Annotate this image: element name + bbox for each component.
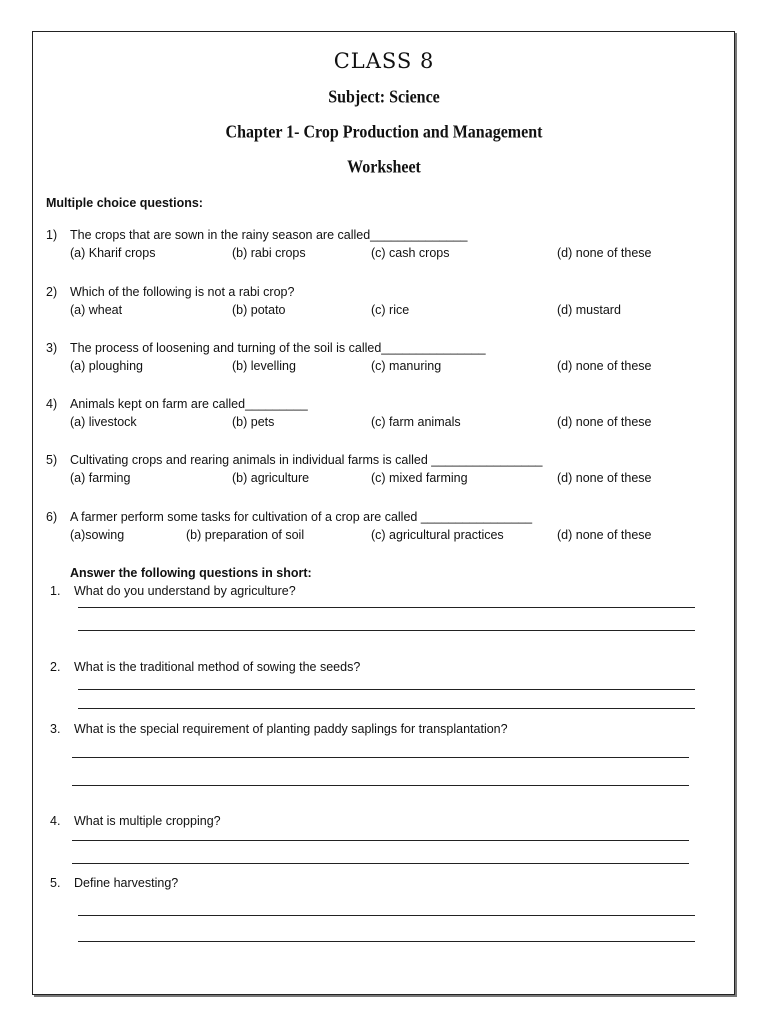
- subject-heading: Subject: Science: [328, 87, 440, 107]
- answer-line[interactable]: [78, 689, 695, 690]
- mcq-number: 3): [46, 341, 58, 355]
- mcq-number: 5): [46, 453, 58, 467]
- short-number: 3.: [50, 722, 61, 736]
- mcq-number: 1): [46, 228, 58, 242]
- mcq-option: (a) wheat: [70, 303, 123, 317]
- mcq-option: (c) manuring: [371, 359, 442, 373]
- mcq-number: 4): [46, 397, 58, 411]
- mcq-question: Animals kept on farm are called_________: [70, 397, 308, 411]
- answer-line[interactable]: [72, 785, 689, 786]
- short-question: What is the special requirement of planting paddy saplings for transplantation?: [74, 722, 508, 736]
- mcq-number: 2): [46, 285, 58, 299]
- mcq-option: (a) farming: [70, 471, 131, 485]
- mcq-option: (d) mustard: [557, 303, 621, 317]
- mcq-option: (b) agriculture: [232, 471, 310, 485]
- short-number: 1.: [50, 584, 61, 598]
- mcq-question: A farmer perform some tasks for cultivation of a crop are called ________________: [70, 510, 533, 524]
- mcq-option: (a) ploughing: [70, 359, 143, 373]
- mcq-option: (a)sowing: [70, 528, 125, 542]
- mcq-question: Which of the following is not a rabi crop?: [70, 285, 295, 299]
- mcq-option: (c) agricultural practices: [371, 528, 504, 542]
- answer-line[interactable]: [78, 607, 695, 608]
- mcq-option: (b) potato: [232, 303, 286, 317]
- chapter-heading: Chapter 1- Crop Production and Management: [225, 122, 543, 142]
- mcq-option: (d) none of these: [557, 471, 652, 485]
- answer-line[interactable]: [72, 863, 689, 864]
- mcq-option: (a) Kharif crops: [70, 246, 156, 260]
- mcq-option: (a) livestock: [70, 415, 137, 429]
- answer-line[interactable]: [72, 840, 689, 841]
- short-number: 2.: [50, 660, 61, 674]
- mcq-option: (c) rice: [371, 303, 410, 317]
- answer-line[interactable]: [78, 915, 695, 916]
- answer-line[interactable]: [78, 630, 695, 631]
- short-question: What is multiple cropping?: [74, 814, 221, 828]
- short-answer-heading: Answer the following questions in short:: [70, 566, 312, 580]
- mcq-number: 6): [46, 510, 58, 524]
- short-number: 4.: [50, 814, 61, 828]
- mcq-option: (b) pets: [232, 415, 275, 429]
- mcq-question: The crops that are sown in the rainy season are called______________: [70, 228, 468, 242]
- mcq-option: (c) cash crops: [371, 246, 450, 260]
- mcq-option: (b) rabi crops: [232, 246, 306, 260]
- answer-line[interactable]: [78, 708, 695, 709]
- answer-line[interactable]: [72, 757, 689, 758]
- mcq-option: (c) mixed farming: [371, 471, 468, 485]
- mcq-option: (c) farm animals: [371, 415, 461, 429]
- short-question: What do you understand by agriculture?: [74, 584, 296, 598]
- answer-line[interactable]: [78, 941, 695, 942]
- mcq-option: (d) none of these: [557, 528, 652, 542]
- short-number: 5.: [50, 876, 61, 890]
- short-question: What is the traditional method of sowing the seeds?: [74, 660, 361, 674]
- mcq-option: (d) none of these: [557, 246, 652, 260]
- mcq-heading: Multiple choice questions:: [46, 196, 203, 210]
- mcq-option: (d) none of these: [557, 359, 652, 373]
- mcq-option: (d) none of these: [557, 415, 652, 429]
- mcq-question: The process of loosening and turning of the soil is called_______________: [70, 341, 486, 355]
- short-question: Define harvesting?: [74, 876, 179, 890]
- worksheet-heading: Worksheet: [347, 157, 421, 177]
- mcq-option: (b) levelling: [232, 359, 296, 373]
- mcq-question: Cultivating crops and rearing animals in individual farms is called ________________: [70, 453, 543, 467]
- class-title: CLASS 8: [333, 49, 435, 73]
- mcq-option: (b) preparation of soil: [186, 528, 305, 542]
